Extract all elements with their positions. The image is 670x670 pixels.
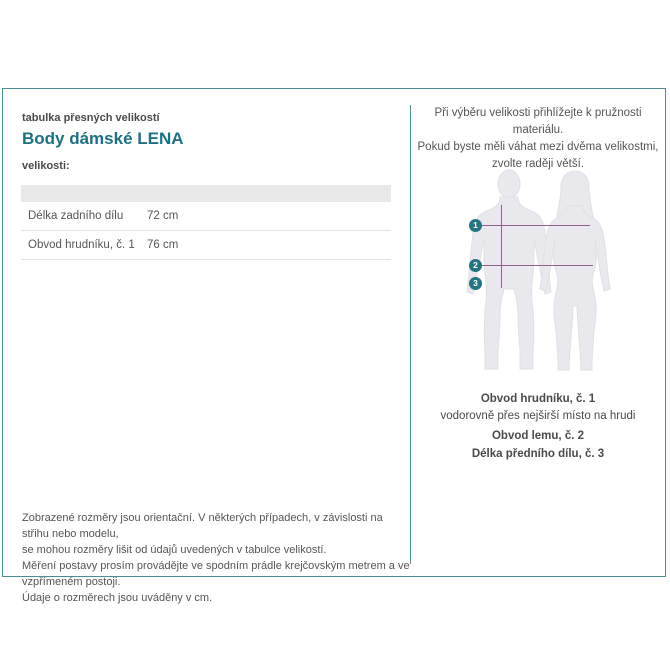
legend-chest-description: vodorovně přes nejširší místo na hrudi bbox=[440, 410, 636, 422]
sizes-label: velikosti: bbox=[22, 160, 70, 172]
female-silhouette bbox=[540, 171, 610, 370]
product-title: Body dámské LENA bbox=[22, 129, 184, 148]
front-length-measure-line bbox=[501, 205, 502, 288]
measurement-badge-1: 1 bbox=[469, 219, 482, 232]
measurement-diagram bbox=[440, 168, 670, 373]
size-table-section bbox=[3, 89, 411, 604]
disclaimer-text bbox=[22, 510, 411, 606]
disclaimer-line: se mohou rozměry lišit od údajů uvedených v tabulce velikostí. bbox=[22, 544, 327, 556]
measurement-badge-3: 3 bbox=[469, 277, 482, 290]
legend-chest-title: Obvod hrudníku, č. 1 bbox=[480, 393, 596, 405]
measurement-badge-2: 2 bbox=[469, 259, 482, 272]
size-table bbox=[21, 185, 391, 260]
hem-measure-line bbox=[482, 265, 593, 266]
measurement-legend bbox=[411, 391, 665, 463]
size-chart-panel bbox=[2, 88, 666, 604]
advice-line: Pokud byste měli váhat mezi dvěma velikostmi, bbox=[417, 141, 659, 153]
measurement-guide-section bbox=[411, 89, 665, 576]
sizing-advice-text bbox=[411, 105, 665, 173]
advice-line: zvolte raději větší. bbox=[491, 158, 585, 170]
legend-front-length-title: Délka předního dílu, č. 3 bbox=[471, 448, 605, 460]
disclaimer-line: Údaje o rozměrech jsou uváděny v cm. bbox=[22, 592, 213, 604]
measurement-name: Obvod hrudníku, č. 1 bbox=[28, 239, 135, 251]
disclaimer-line: Měření postavy prosím provádějte ve spodním prádle krejčovským metrem a ve vzpřímeném postoji. bbox=[22, 560, 410, 588]
table-row bbox=[21, 231, 391, 260]
measurement-value: 76 cm bbox=[147, 239, 179, 251]
size-table-header-row bbox=[21, 185, 391, 202]
measurement-value: 72 cm bbox=[147, 210, 179, 222]
disclaimer-line: Zobrazené rozměry jsou orientační. V některých případech, v závislosti na střihu nebo modelu, bbox=[22, 512, 383, 540]
measurement-name: Délka zadního dílu bbox=[28, 210, 124, 222]
section-label: tabulka přesných velikostí bbox=[22, 112, 160, 124]
chest-measure-line bbox=[482, 225, 590, 226]
advice-line: Při výběru velikosti přihlížejte k pružnosti materiálu. bbox=[434, 107, 642, 136]
table-row bbox=[21, 202, 391, 231]
legend-hem-title: Obvod lemu, č. 2 bbox=[491, 430, 585, 442]
